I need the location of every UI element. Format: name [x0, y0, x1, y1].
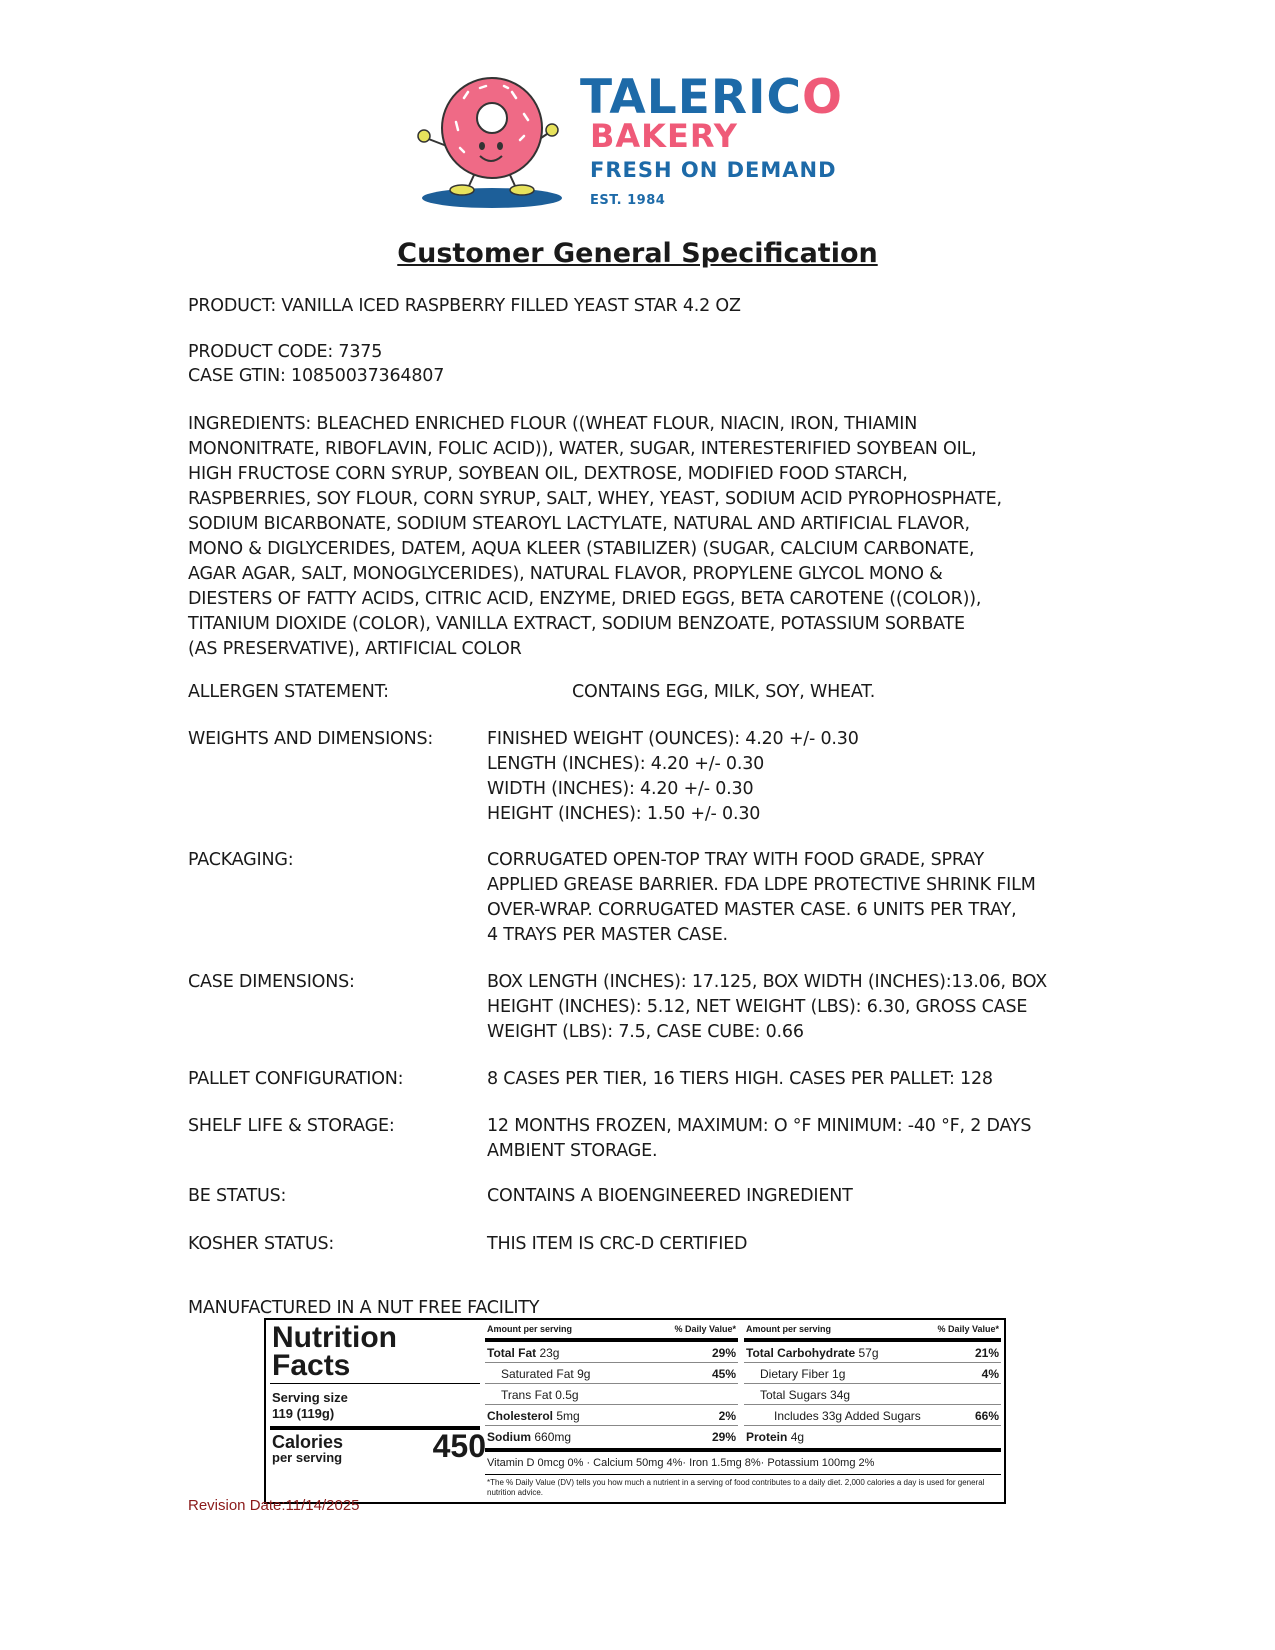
- nutrient-row: Trans Fat 0.5g: [485, 1384, 738, 1405]
- nutrient-row: Protein 4g: [746, 1430, 805, 1444]
- product-code: PRODUCT CODE: 7375: [188, 342, 383, 362]
- nutrient-column-right: [744, 1322, 1001, 1446]
- be-status-value: CONTAINS A BIOENGINEERED INGREDIENT: [487, 1186, 853, 1206]
- nutrient-row: Cholesterol 5mg 2%: [485, 1405, 738, 1426]
- shelf-life-label: SHELF LIFE & STORAGE:: [188, 1116, 395, 1136]
- calories-value: 450: [432, 1428, 486, 1464]
- pallet-value: 8 CASES PER TIER, 16 TIERS HIGH. CASES PER PALLET: 128: [487, 1069, 993, 1089]
- brand-established: EST. 1984: [590, 193, 666, 208]
- revision-date: Revision Date:11/14/2025: [188, 1497, 360, 1514]
- allergen-value: CONTAINS EGG, MILK, SOY, WHEAT.: [572, 682, 876, 702]
- nutrient-row: Total Sugars 34g: [744, 1384, 1001, 1405]
- weights-value: FINISHED WEIGHT (OUNCES): 4.20 +/- 0.30 LENGTH (INCHES): 4.20 +/- 0.30 WIDTH (INCHES): 4.20 +/- 0.30 HEIGHT (INCHES): 1.50 +/- 0.30: [487, 729, 859, 824]
- product-name: PRODUCT: VANILLA ICED RASPBERRY FILLED YEAST STAR 4.2 OZ: [188, 296, 741, 316]
- nutrient-column-left: [485, 1322, 738, 1446]
- serving-size-label: Serving size: [272, 1390, 348, 1405]
- nutrition-facts-panel: [264, 1318, 1006, 1504]
- brand-tagline: FRESH ON DEMAND: [590, 158, 837, 182]
- ingredients-statement: [188, 412, 1088, 662]
- page-title: Customer General Specification: [397, 238, 878, 269]
- kosher-value: THIS ITEM IS CRC-D CERTIFIED: [487, 1234, 748, 1254]
- serving-size-value: 119 (119g): [272, 1406, 335, 1421]
- case-dimensions-value: BOX LENGTH (INCHES): 17.125, BOX WIDTH (INCHES):13.06, BOX HEIGHT (INCHES): 5.12, NET WEIGHT (LBS): 6.30, GROSS CASE WEIGHT (LBS): 7.5, CASE CUBE: 0.66: [487, 972, 1047, 1042]
- company-logo: [412, 70, 867, 212]
- daily-value-footnote: *The % Daily Value (DV) tells you how much a nutrient in a serving of food contributes to a daily diet. 2,000 calories a day is used for general nutrition advice.: [487, 1478, 985, 1497]
- calories-label: Calories: [272, 1432, 344, 1452]
- donut-mascot-icon: [412, 70, 572, 212]
- nutrient-header: Amount per serving % Daily Value*: [485, 1322, 738, 1342]
- facility-statement: MANUFACTURED IN A NUT FREE FACILITY: [188, 1298, 540, 1318]
- shelf-life-value: 12 MONTHS FROZEN, MAXIMUM: O °F MINIMUM: -40 °F, 2 DAYS AMBIENT STORAGE.: [487, 1116, 1032, 1161]
- packaging-value: CORRUGATED OPEN-TOP TRAY WITH FOOD GRADE, SPRAY APPLIED GREASE BARRIER. FDA LDPE PROTECTIVE SHRINK FILM OVER-WRAP. CORRUGATED MASTER CASE. 6 UNITS PER TRAY, 4 TRAYS PER MASTER CASE.: [487, 850, 1036, 945]
- ingredients-line: (AS PRESERVATIVE), ARTIFICIAL COLOR: [188, 639, 522, 659]
- ingredients-line: MONO & DIGLYCERIDES, DATEM, AQUA KLEER (STABILIZER) (SUGAR, CALCIUM CARBONATE,: [188, 539, 975, 559]
- weights-label: WEIGHTS AND DIMENSIONS:: [188, 729, 434, 749]
- nutrient-header: Amount per serving % Daily Value*: [744, 1322, 1001, 1342]
- vitamins-minerals: Vitamin D 0mcg 0% · Calcium 50mg 4%· Iron 1.5mg 8%· Potassium 100mg 2%: [487, 1457, 875, 1469]
- nutrient-table: [485, 1322, 1001, 1500]
- pallet-label: PALLET CONFIGURATION:: [188, 1069, 404, 1089]
- nutrition-summary: [270, 1321, 486, 1500]
- case-dimensions-label: CASE DIMENSIONS:: [188, 972, 355, 992]
- packaging-label: PACKAGING:: [188, 850, 294, 870]
- nutrient-row: Sodium 660mg 29%: [487, 1430, 736, 1444]
- be-status-label: BE STATUS:: [188, 1186, 287, 1206]
- ingredients-line: AGAR AGAR, SALT, MONOGLYCERIDES), NATURAL FLAVOR, PROPYLENE GLYCOL MONO &: [188, 564, 943, 584]
- ingredients-line: RASPBERRIES, SOY FLOUR, CORN SYRUP, SALT, WHEY, YEAST, SODIUM ACID PYROPHOSPHATE,: [188, 489, 1002, 509]
- divider: [270, 1383, 480, 1384]
- ingredients-line: SODIUM BICARBONATE, SODIUM STEAROYL LACTYLATE, NATURAL AND ARTIFICIAL FLAVOR,: [188, 514, 970, 534]
- nutrition-heading: Nutrition Facts: [272, 1321, 397, 1382]
- kosher-label: KOSHER STATUS:: [188, 1234, 335, 1254]
- nutrient-row: Includes 33g Added Sugars 66%: [744, 1405, 1001, 1426]
- ingredients-line: TITANIUM DIOXIDE (COLOR), VANILLA EXTRACT, SODIUM BENZOATE, POTASSIUM SORBATE: [188, 614, 965, 634]
- ingredients-line: INGREDIENTS: BLEACHED ENRICHED FLOUR ((WHEAT FLOUR, NIACIN, IRON, THIAMIN: [188, 414, 918, 434]
- case-gtin: CASE GTIN: 10850037364807: [188, 366, 445, 386]
- ingredients-line: DIESTERS OF FATTY ACIDS, CITRIC ACID, ENZYME, DRIED EGGS, BETA CAROTENE ((COLOR)),: [188, 589, 982, 609]
- nutrient-row: Total Fat 23g 29%: [485, 1342, 738, 1363]
- per-serving-label: per serving: [272, 1450, 343, 1465]
- nutrient-row: Saturated Fat 9g 45%: [485, 1363, 738, 1384]
- brand-name: TALERICO: [580, 70, 843, 125]
- ingredients-line: HIGH FRUCTOSE CORN SYRUP, SOYBEAN OIL, DEXTROSE, MODIFIED FOOD STARCH,: [188, 464, 908, 484]
- brand-bakery: BAKERY: [590, 117, 738, 155]
- nutrient-row: Total Carbohydrate 57g 21%: [744, 1342, 1001, 1363]
- allergen-label: ALLERGEN STATEMENT:: [188, 682, 389, 702]
- divider: [485, 1448, 1001, 1452]
- nutrient-row: Dietary Fiber 1g 4%: [744, 1363, 1001, 1384]
- ingredients-line: MONONITRATE, RIBOFLAVIN, FOLIC ACID)), WATER, SUGAR, INTERESTERIFIED SOYBEAN OIL,: [188, 439, 977, 459]
- divider: [485, 1474, 1001, 1475]
